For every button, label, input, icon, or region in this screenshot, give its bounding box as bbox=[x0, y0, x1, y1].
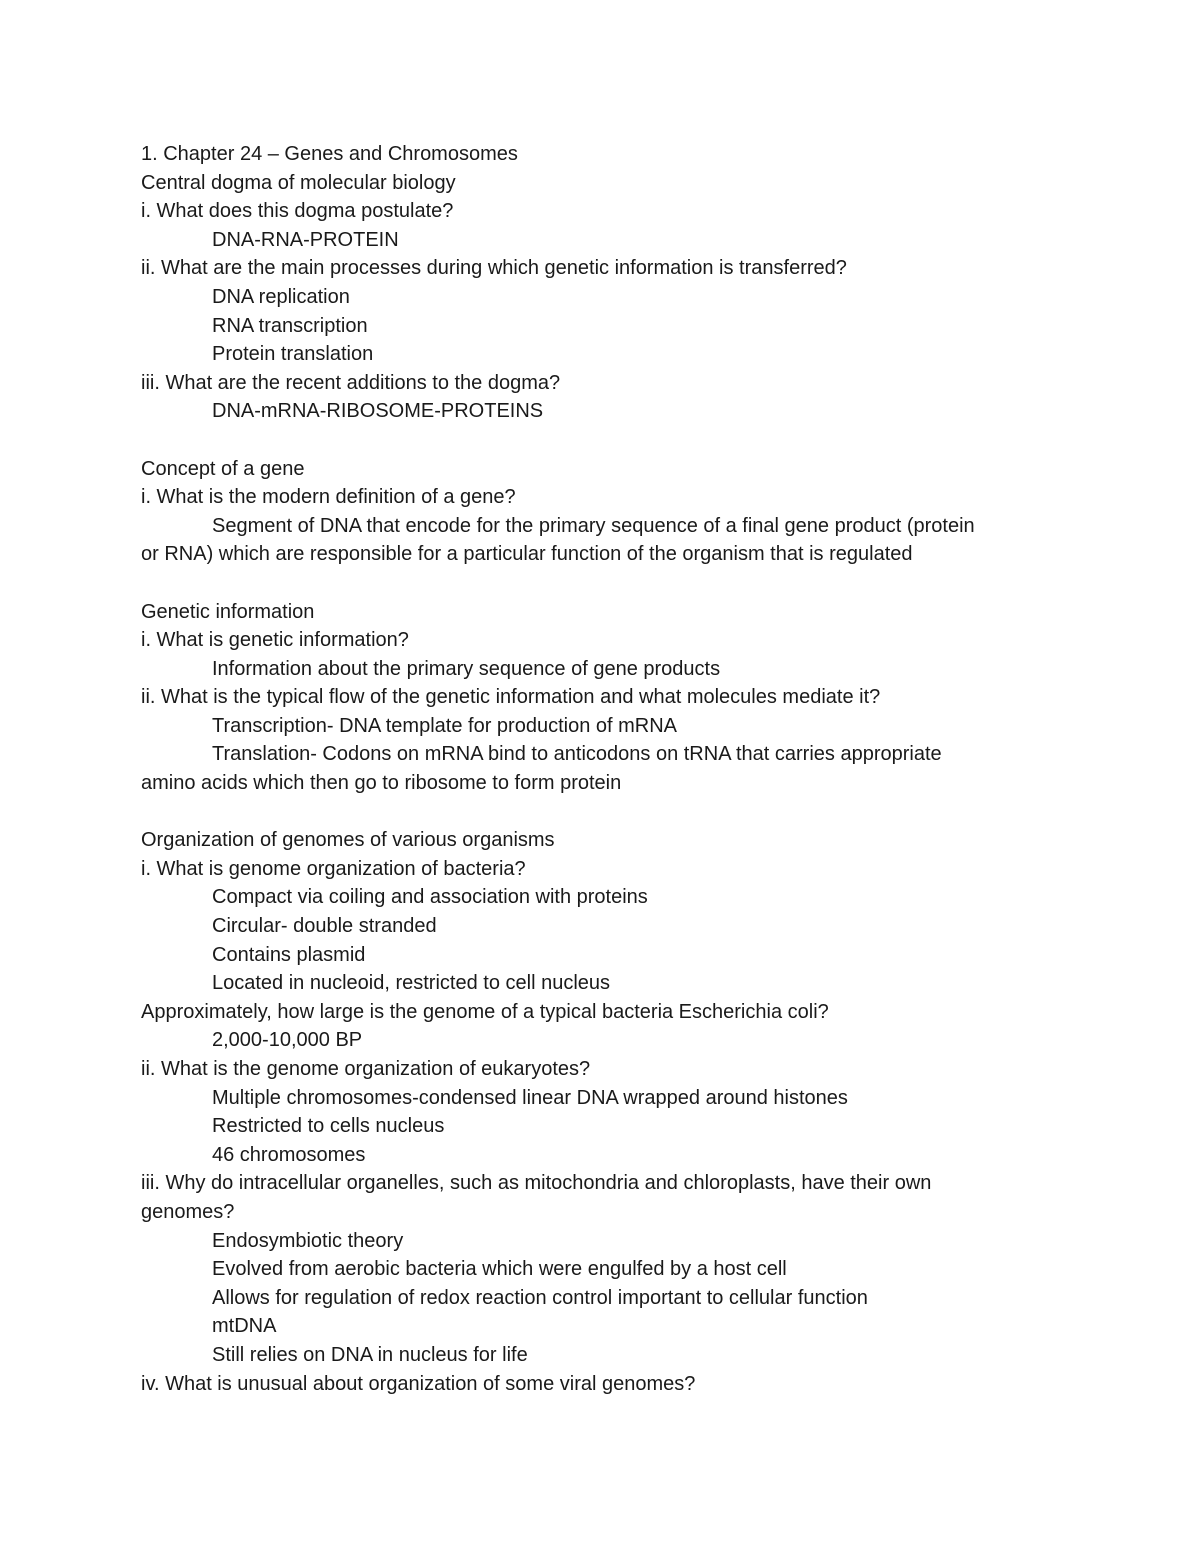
section-heading: Concept of a gene bbox=[141, 457, 305, 480]
document-body bbox=[141, 140, 1071, 1398]
answer-line: 46 chromosomes bbox=[212, 1143, 366, 1166]
chapter-heading: 1. Chapter 24 – Genes and Chromosomes bbox=[141, 143, 518, 165]
question-line: ii. What is the typical flow of the genetic information and what molecules mediate it? bbox=[141, 686, 881, 709]
answer-line: Information about the primary sequence of gene products bbox=[212, 657, 721, 680]
answer-line: Transcription- DNA template for production of mRNA bbox=[212, 714, 677, 737]
question-continuation: genomes? bbox=[141, 1200, 235, 1223]
answer-line: Protein translation bbox=[212, 343, 374, 366]
answer-line: DNA replication bbox=[212, 285, 350, 308]
answer-line: DNA-mRNA-RIBOSOME-PROTEINS bbox=[212, 400, 544, 423]
answer-line: Evolved from aerobic bacteria which were engulfed by a host cell bbox=[212, 1258, 787, 1281]
answer-line: Compact via coiling and association with proteins bbox=[212, 886, 648, 909]
question-line: Approximately, how large is the genome of a typical bacteria Escherichia coli? bbox=[141, 1000, 829, 1023]
answer-line: RNA transcription bbox=[212, 314, 368, 337]
blank-line bbox=[141, 569, 1071, 598]
answer-line: Contains plasmid bbox=[212, 943, 366, 966]
answer-line: 2,000-10,000 BP bbox=[212, 1029, 363, 1052]
answer-line: DNA-RNA-PROTEIN bbox=[212, 228, 399, 251]
answer-line: Segment of DNA that encode for the primary sequence of a final gene product (protein bbox=[212, 514, 975, 537]
answer-line: Multiple chromosomes-condensed linear DNA wrapped around histones bbox=[212, 1086, 848, 1109]
question-line: i. What does this dogma postulate? bbox=[141, 200, 454, 223]
section-heading: Central dogma of molecular biology bbox=[141, 171, 456, 194]
answer-line: mtDNA bbox=[212, 1315, 277, 1338]
question-line: i. What is genetic information? bbox=[141, 629, 409, 652]
answer-continuation: or RNA) which are responsible for a particular function of the organism that is regulated bbox=[141, 543, 913, 566]
question-line: ii. What are the main processes during which genetic information is transferred? bbox=[141, 257, 847, 280]
question-line: iii. Why do intracellular organelles, such as mitochondria and chloroplasts, have their own bbox=[141, 1172, 932, 1195]
blank-line bbox=[141, 426, 1071, 455]
answer-continuation: amino acids which then go to ribosome to form protein bbox=[141, 772, 622, 795]
answer-line: Located in nucleoid, restricted to cell nucleus bbox=[212, 972, 611, 995]
question-line: iii. What are the recent additions to the dogma? bbox=[141, 371, 561, 394]
question-line: i. What is genome organization of bacteria? bbox=[141, 857, 526, 880]
section-heading: Organization of genomes of various organisms bbox=[141, 829, 555, 852]
answer-line: Allows for regulation of redox reaction control important to cellular function bbox=[212, 1286, 868, 1309]
answer-line: Translation- Codons on mRNA bind to anticodons on tRNA that carries appropriate bbox=[212, 743, 942, 766]
answer-line: Endosymbiotic theory bbox=[212, 1229, 404, 1252]
blank-line bbox=[141, 798, 1071, 827]
question-line: ii. What is the genome organization of eukaryotes? bbox=[141, 1058, 591, 1080]
answer-line: Circular- double stranded bbox=[212, 915, 437, 938]
answer-line: Restricted to cells nucleus bbox=[212, 1115, 445, 1138]
question-line: iv. What is unusual about organization of some viral genomes? bbox=[141, 1372, 696, 1395]
answer-line: Still relies on DNA in nucleus for life bbox=[212, 1343, 528, 1366]
question-line: i. What is the modern definition of a gene? bbox=[141, 486, 516, 509]
section-heading: Genetic information bbox=[141, 600, 315, 623]
